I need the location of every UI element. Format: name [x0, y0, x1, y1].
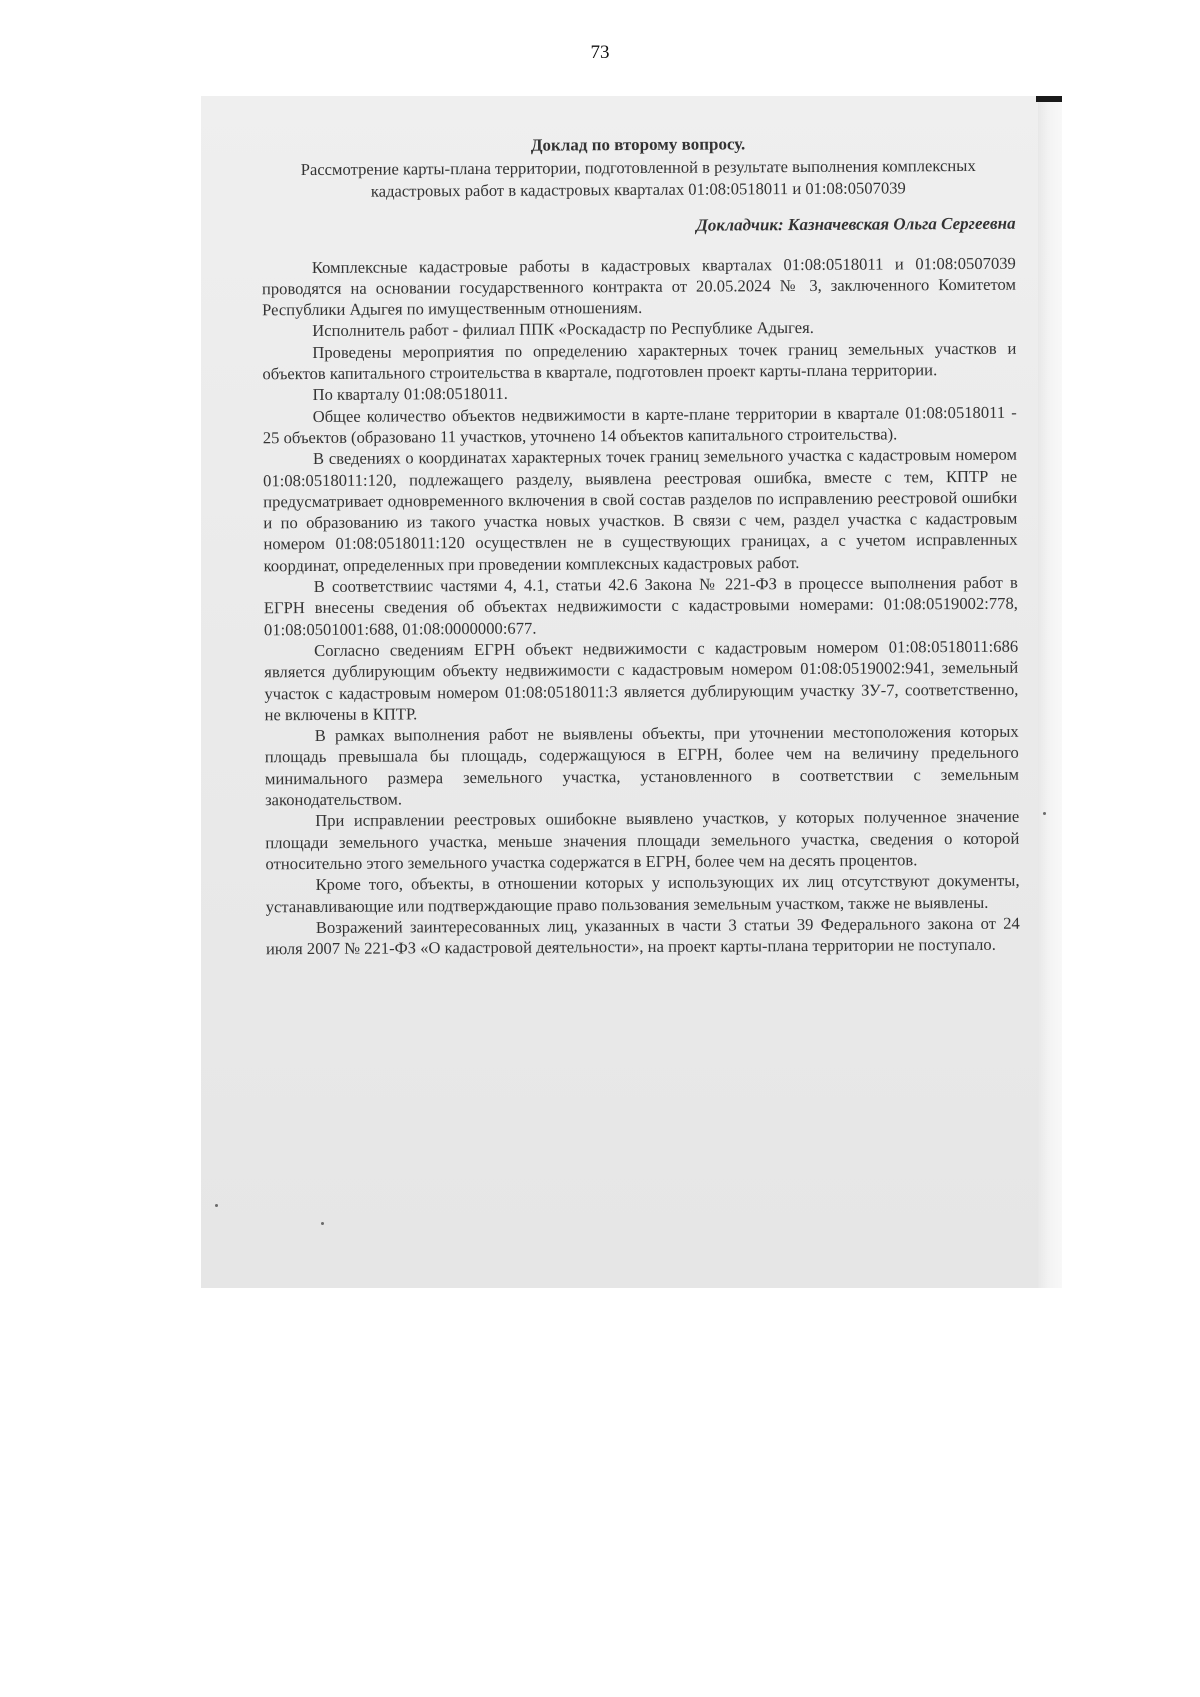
- scan-speck: [321, 1222, 324, 1225]
- scanned-page: [201, 96, 1062, 1288]
- document-title: Доклад по второму вопросу.: [530, 134, 746, 155]
- paragraph: Согласно сведениям ЕГРН объект недвижимости с кадастровым номером 01:08:0518011:686 является дублирующим объекту недвижимости с кадастровым номером 01:08:0519002:941, земельный участок с кадастровым номером 01:08:0518011:3 является дублирующим участку ЗУ-7, соответственно, не включены в КПТР.: [264, 636, 1019, 725]
- paragraph: В соответствиис частями 4, 4.1, статьи 42.6 Закона № 221-ФЗ в процессе выполнения работ в ЕГРН внесены сведения об объектах недвижимости с кадастровыми номерами: 01:08:0519002:778, 01:08:0501001:688, 01:08:0000000:677.: [263, 572, 1018, 639]
- paragraph: Исполнитель работ - филиал ППК «Роскадастр по Республике Адыгея.: [312, 318, 814, 341]
- scan-corner-mark: [1036, 96, 1062, 102]
- paragraph: В рамках выполнения работ не выявлены объекты, при уточнении местоположения которых площадь превышала бы площадь, содержащуюся в ЕГРН, более чем на величину предельного минимального размера земельного участка, установленного в соответствии с земельным законодательством.: [264, 721, 1019, 810]
- page-number: 73: [590, 42, 610, 63]
- paragraph: По кварталу 01:08:0518011.: [312, 384, 508, 405]
- paragraph: Проведены мероприятия по определению характерных точек границ земельных участков и объектов капитального строительства в квартале, подготовлен проект карты-плана территории.: [262, 338, 1017, 384]
- paragraph: Комплексные кадастровые работы в кадастровых кварталах 01:08:0518011 и 01:08:0507039 проводятся на основании государственного контракта от 20.05.2024 № 3, заключенного Комитетом Республики Адыгея по имущественным отношениям.: [261, 253, 1016, 320]
- document-subtitle: Рассмотрение карты-плана территории, подготовленной в результате выполнения комплексных кадастровых работ в кадастровых кварталах 01:08:0518011 и 01:08:0507039: [300, 156, 976, 201]
- paragraph: При исправлении реестровых ошибокне выявлено участков, у которых полученное значение площади земельного участка, меньше значения площади земельного участка, сведения о которой относительно этого земельного участка содержатся в ЕГРН, более чем на десять процентов.: [265, 806, 1020, 874]
- speaker-line: Докладчик: Казначевская Ольга Сергеевна: [696, 213, 1016, 235]
- paragraph: Кроме того, объекты, в отношении которых у использующих их лиц отсутствуют документы, устанавливающие или подтверждающие право пользования земельным участком, также не выявлены.: [265, 870, 1020, 916]
- scan-speck: [1043, 812, 1046, 815]
- document-body: [261, 132, 1020, 960]
- paragraph: В сведениях о координатах характерных точек границ земельного участка с кадастровым номером 01:08:0518011:120, подлежащего разделу, выявлена реестровая ошибка, вместе с тем, КПТР не предусматривает одновременного включения в свой состав разделов по исправлению реестровой ошибки и по образованию из такого участка новых участков. В связи с чем, раздел участка с кадастровым номером 01:08:0518011:120 осуществлен не в существующих границах, а с учетом исправленных координат, определенных при проведении комплексных кадастровых работ.: [263, 444, 1018, 576]
- paragraph: Общее количество объектов недвижимости в карте-плане территории в квартале 01:08:0518011 - 25 объектов (образовано 11 участков, уточнено 14 объектов капитального строительства).: [262, 402, 1017, 448]
- scan-edge-shadow: [1038, 96, 1062, 1288]
- paragraph: Возражений заинтересованных лиц, указанных в части 3 статьи 39 Федерального закона от 24 июля 2007 № 221-ФЗ «О кадастровой деятельности», на проект карты-плана территории не поступало.: [265, 913, 1020, 959]
- scan-speck: [215, 1204, 218, 1207]
